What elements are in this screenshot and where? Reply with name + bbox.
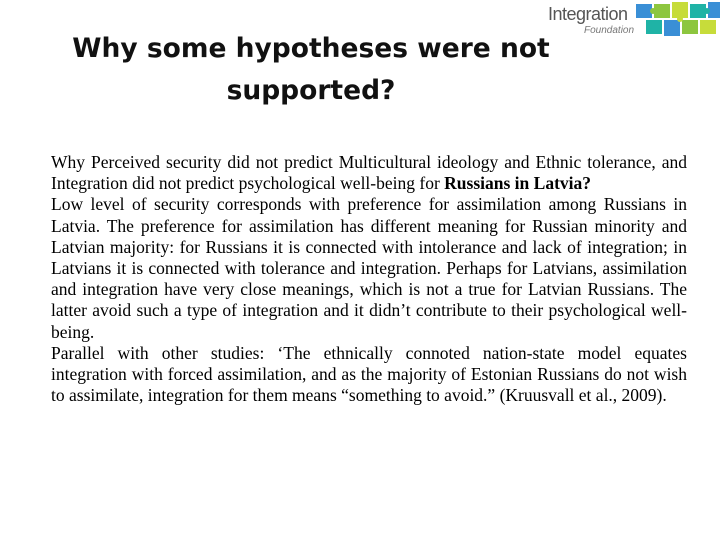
puzzle-icon [634, 0, 720, 40]
slide-body [51, 152, 687, 406]
paragraph-text: Why Perceived security did not predict Multicultural ideology and Ethnic tolerance, and Integration did not predict psychological well-being for [51, 152, 687, 194]
logo-name: Integration [548, 4, 628, 24]
paragraph-parallel: Parallel with other studies: ‘The ethnically connoted nation-state model equates integration with forced assimilation, and as the majority of Estonian Russians do not wish to assimilate, integration for them means “something to avoid.” (Kruusvall et al., 2009). [51, 342, 687, 406]
paragraph-bold-text: Russians in Latvia? [444, 173, 592, 194]
slide-title [0, 28, 622, 112]
title-line-2: supported? [226, 75, 396, 106]
paragraph-explanation: Low level of security corresponds with preference for assimilation among Russians in Latvia. The preference for assimilation has different meaning for Russian minority and Latvian majority: for Russians it is connected with intolerance and lack of integration; in Latvians it is connected with tolerance and integration. Perhaps for Latvians, assimilation and integration have very close meanings, which is not a true for Latvian Russians. The latter avoid such a type of integration and it didn’t contribute to their psychological well-being. [51, 194, 687, 342]
paragraph-question [51, 152, 687, 194]
title-line-1: Why some hypotheses were not [72, 33, 550, 64]
logo-subtitle: Foundation [584, 25, 635, 36]
